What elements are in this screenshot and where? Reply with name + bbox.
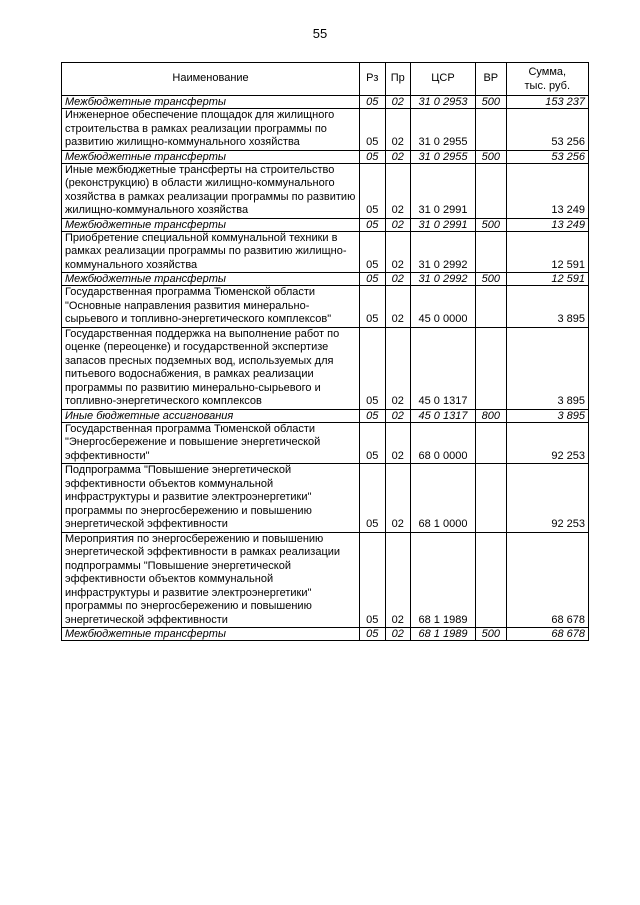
- cell-vr: 500: [476, 628, 507, 641]
- cell-pr: 02: [385, 231, 410, 273]
- cell-vr: [476, 286, 507, 328]
- cell-sum: 12 591: [506, 231, 588, 273]
- cell-pr: 02: [385, 163, 410, 218]
- table-row: [62, 286, 589, 328]
- cell-pr: 02: [385, 218, 410, 231]
- cell-csr: 31 0 2955: [410, 109, 475, 151]
- cell-csr: 31 0 2991: [410, 163, 475, 218]
- table-row: [62, 273, 589, 286]
- cell-csr: 68 1 1989: [410, 532, 475, 628]
- cell-sum: 3 895: [506, 327, 588, 409]
- cell-rz: 05: [360, 327, 385, 409]
- table-row: [62, 464, 589, 533]
- cell-name: Иные межбюджетные трансферты на строительство (реконструкцию) в области жилищно-коммунального хозяйства в рамках реализации программы по развитию жилищно-коммунального хозяйства: [62, 163, 360, 218]
- header-rz: Рз: [360, 63, 385, 96]
- cell-name: Государственная программа Тюменской области "Энергосбережение и повышение энергетической эффективности": [62, 422, 360, 464]
- cell-pr: 02: [385, 109, 410, 151]
- cell-pr: 02: [385, 327, 410, 409]
- cell-csr: 45 0 1317: [410, 327, 475, 409]
- cell-vr: [476, 532, 507, 628]
- table-row: [62, 218, 589, 231]
- cell-rz: 05: [360, 532, 385, 628]
- cell-csr: 45 0 1317: [410, 409, 475, 422]
- cell-name: Межбюджетные трансферты: [62, 273, 360, 286]
- cell-sum: 92 253: [506, 422, 588, 464]
- cell-vr: 500: [476, 150, 507, 163]
- cell-vr: [476, 109, 507, 151]
- table-row: [62, 96, 589, 109]
- table-row: [62, 409, 589, 422]
- cell-pr: 02: [385, 273, 410, 286]
- cell-rz: 05: [360, 231, 385, 273]
- table-row: [62, 150, 589, 163]
- cell-rz: 05: [360, 422, 385, 464]
- cell-rz: 05: [360, 286, 385, 328]
- cell-pr: 02: [385, 150, 410, 163]
- table-row: [62, 628, 589, 641]
- cell-rz: 05: [360, 163, 385, 218]
- cell-vr: [476, 327, 507, 409]
- cell-pr: 02: [385, 464, 410, 533]
- cell-pr: 02: [385, 96, 410, 109]
- table-header-row: [62, 63, 589, 96]
- header-vr: ВР: [476, 63, 507, 96]
- cell-sum: 68 678: [506, 532, 588, 628]
- cell-sum: 13 249: [506, 218, 588, 231]
- page-number: 55: [312, 26, 328, 41]
- cell-csr: 31 0 2991: [410, 218, 475, 231]
- cell-sum: 13 249: [506, 163, 588, 218]
- cell-csr: 31 0 2992: [410, 273, 475, 286]
- cell-vr: 500: [476, 96, 507, 109]
- cell-csr: 31 0 2955: [410, 150, 475, 163]
- cell-name: Мероприятия по энергосбережению и повышению энергетической эффективности в рамках реализации подпрограммы "Повышение энергетической эффективности объектов коммунальной инфраструктуры и развитие электроэнергетики" программы по энергосбережению и повышению энергетической эффективности: [62, 532, 360, 628]
- cell-vr: 500: [476, 218, 507, 231]
- cell-name: Государственная программа Тюменской области "Основные направления развития минерально-сырьевого и топливно-энергетического комплексов": [62, 286, 360, 328]
- cell-vr: [476, 464, 507, 533]
- cell-name: Подпрограмма "Повышение энергетической эффективности объектов коммунальной инфраструктуры и развитие электроэнергетики" программы по энергосбережению и повышению энергетической эффективности: [62, 464, 360, 533]
- cell-sum: 53 256: [506, 150, 588, 163]
- cell-rz: 05: [360, 628, 385, 641]
- cell-rz: 05: [360, 218, 385, 231]
- cell-csr: 31 0 2953: [410, 96, 475, 109]
- header-sum-line1: Сумма,: [528, 66, 567, 78]
- cell-csr: 45 0 0000: [410, 286, 475, 328]
- cell-sum: 3 895: [506, 409, 588, 422]
- cell-pr: 02: [385, 532, 410, 628]
- table-row: [62, 532, 589, 628]
- cell-sum: 153 237: [506, 96, 588, 109]
- cell-rz: 05: [360, 150, 385, 163]
- cell-sum: 3 895: [506, 286, 588, 328]
- cell-sum: 68 678: [506, 628, 588, 641]
- table-row: [62, 109, 589, 151]
- table-row: [62, 231, 589, 273]
- table-row: [62, 163, 589, 218]
- cell-sum: 12 591: [506, 273, 588, 286]
- header-csr: ЦСР: [410, 63, 475, 96]
- header-sum: [506, 63, 588, 96]
- cell-csr: 31 0 2992: [410, 231, 475, 273]
- table-row: [62, 327, 589, 409]
- cell-rz: 05: [360, 273, 385, 286]
- cell-csr: 68 1 0000: [410, 464, 475, 533]
- header-pr: Пр: [385, 63, 410, 96]
- header-name: Наименование: [62, 63, 360, 96]
- cell-name: Межбюджетные трансферты: [62, 96, 360, 109]
- cell-name: Инженерное обеспечение площадок для жилищного строительства в рамках реализации программы по развитию жилищно-коммунального хозяйства: [62, 109, 360, 151]
- cell-vr: [476, 163, 507, 218]
- budget-table: [61, 62, 589, 641]
- cell-rz: 05: [360, 96, 385, 109]
- cell-rz: 05: [360, 409, 385, 422]
- cell-rz: 05: [360, 464, 385, 533]
- cell-name: Межбюджетные трансферты: [62, 628, 360, 641]
- cell-name: Государственная поддержка на выполнение работ по оценке (переоценке) и государственной экспертизе запасов пресных подземных вод, используемых для питьевого водоснабжения, в рамках реализации программы по развитию минерально-сырьевого и топливно-энергетического комплексов: [62, 327, 360, 409]
- cell-sum: 92 253: [506, 464, 588, 533]
- cell-csr: 68 1 1989: [410, 628, 475, 641]
- header-sum-line2: тыс. руб.: [524, 80, 571, 92]
- cell-vr: 500: [476, 273, 507, 286]
- cell-pr: 02: [385, 409, 410, 422]
- cell-sum: 53 256: [506, 109, 588, 151]
- cell-pr: 02: [385, 628, 410, 641]
- cell-vr: [476, 231, 507, 273]
- cell-vr: [476, 422, 507, 464]
- cell-pr: 02: [385, 286, 410, 328]
- cell-name: Межбюджетные трансферты: [62, 150, 360, 163]
- cell-name: Межбюджетные трансферты: [62, 218, 360, 231]
- cell-rz: 05: [360, 109, 385, 151]
- cell-vr: 800: [476, 409, 507, 422]
- cell-name: Приобретение специальной коммунальной техники в рамках реализации программы по развитию жилищно-коммунального хозяйства: [62, 231, 360, 273]
- cell-csr: 68 0 0000: [410, 422, 475, 464]
- cell-pr: 02: [385, 422, 410, 464]
- cell-name: Иные бюджетные ассигнования: [62, 409, 360, 422]
- table-row: [62, 422, 589, 464]
